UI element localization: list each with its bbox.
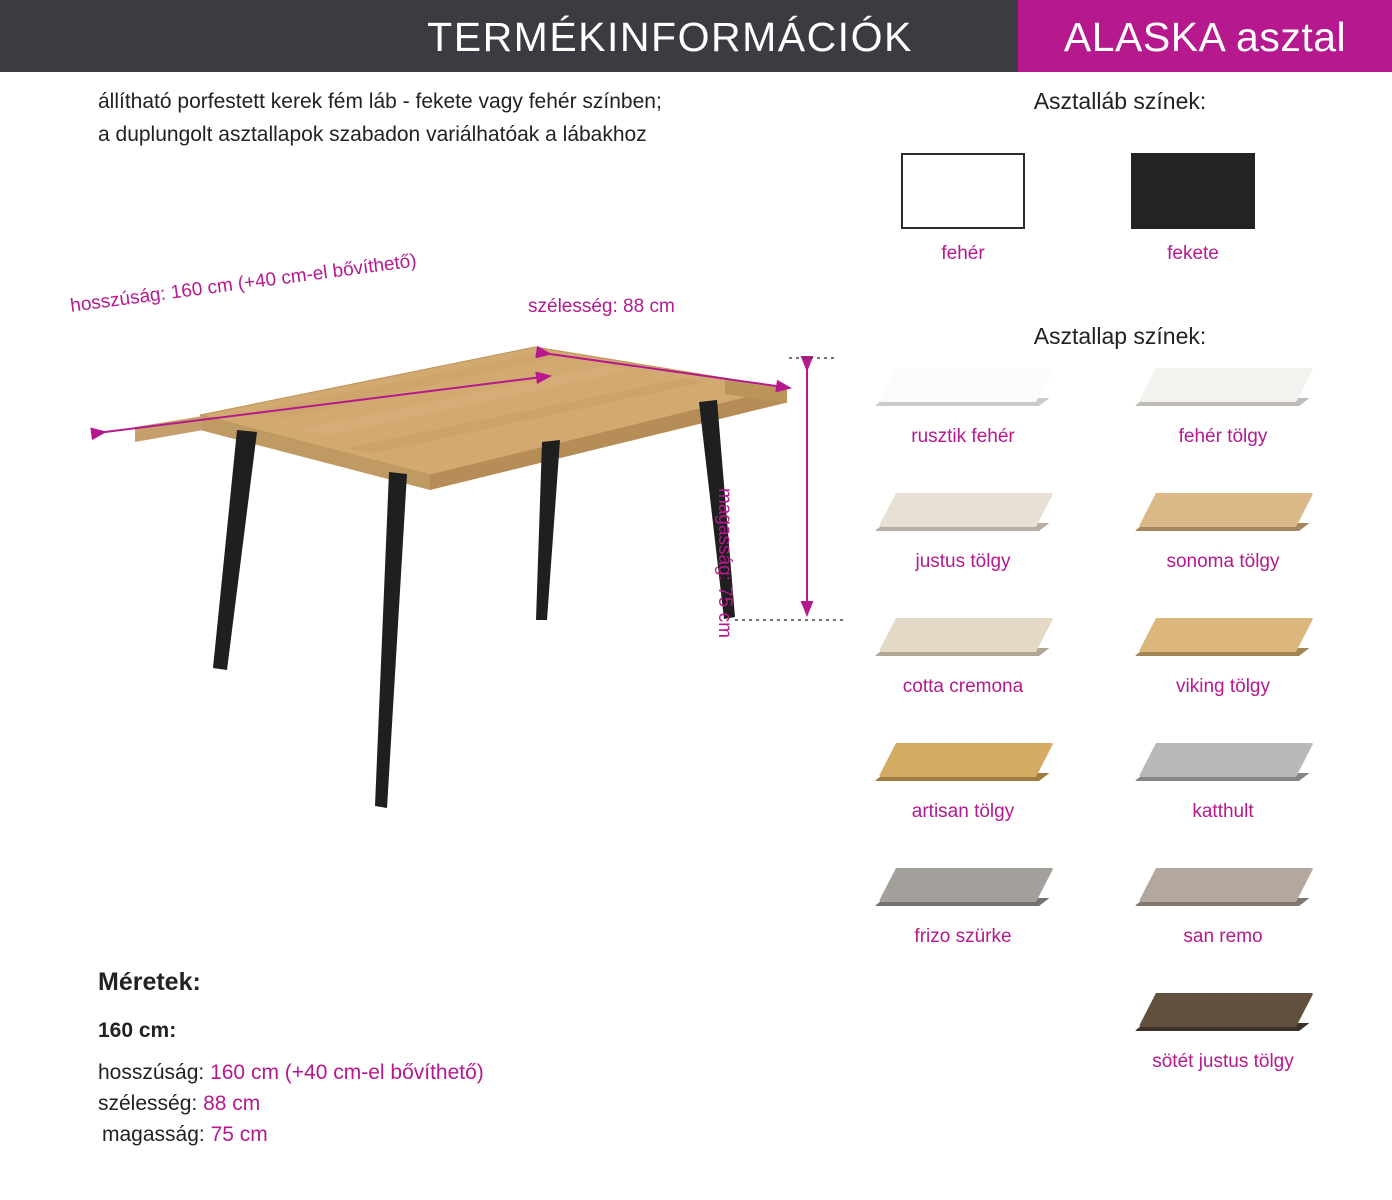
size-label: magasság: [102, 1123, 205, 1146]
intro-description [98, 85, 858, 151]
color-options-panel [848, 88, 1392, 1072]
width-dimension-label: szélesség: 88 cm [528, 296, 675, 317]
page-header [0, 0, 1392, 72]
board-swatch-sonoma-tolgy[interactable] [1131, 493, 1316, 541]
top-colors-heading: Asztallap színek: [1033, 323, 1207, 349]
top-color-option[interactable] [833, 868, 1093, 948]
leg-color-option-white[interactable] [848, 153, 1078, 265]
top-color-option[interactable] [1093, 493, 1353, 573]
table-leg-front-left [213, 430, 257, 670]
top-colors-grid [848, 368, 1392, 1072]
table-technical-drawing [45, 250, 845, 810]
top-color-label: san remo [1183, 926, 1263, 947]
top-color-label: viking tölgy [1176, 676, 1270, 697]
top-color-option[interactable] [833, 368, 1093, 448]
board-swatch-justus-tolgy[interactable] [871, 493, 1056, 541]
top-color-option[interactable] [833, 618, 1093, 698]
top-color-label: frizo szürke [914, 926, 1012, 947]
table-leg-front-center [375, 472, 407, 808]
top-color-option[interactable] [833, 743, 1093, 823]
top-color-label: sonoma tölgy [1166, 551, 1280, 572]
page-title: TERMÉKINFORMÁCIÓK [427, 14, 913, 60]
size-label: hosszúság: [98, 1061, 205, 1084]
size-value: 160 cm (+40 cm-el bővíthető) [210, 1061, 484, 1084]
top-color-option[interactable] [1093, 993, 1353, 1073]
board-swatch-feher-tolgy[interactable] [1131, 368, 1316, 416]
product-name: ALASKA asztal [1063, 14, 1347, 60]
sizes-variant: 160 cm: [98, 1019, 177, 1042]
leg-color-label: fehér [941, 243, 985, 264]
length-dimension-label: hosszúság: 160 cm (+40 cm-el bővíthető) [69, 250, 418, 317]
board-swatch-rusztik-feher[interactable] [871, 368, 1056, 416]
top-color-label: justus tölgy [915, 551, 1011, 572]
top-color-option[interactable] [1093, 868, 1353, 948]
size-row [98, 1057, 718, 1088]
top-color-label: artisan tölgy [911, 801, 1015, 822]
height-dimension-label: magasság: 75 cm [714, 488, 735, 638]
leg-color-label: fekete [1167, 243, 1219, 264]
board-swatch-katthult[interactable] [1131, 743, 1316, 791]
top-color-label: sötét justus tölgy [1152, 1051, 1294, 1072]
board-swatch-artisan-tolgy[interactable] [871, 743, 1056, 791]
top-color-option[interactable] [1093, 743, 1353, 823]
intro-line-1: állítható porfestett kerek fém láb - fekete vagy fehér színben; [98, 90, 662, 113]
sizes-section [98, 968, 718, 1150]
size-row [98, 1088, 718, 1119]
size-value: 88 cm [203, 1092, 261, 1115]
top-color-option[interactable] [1093, 368, 1353, 448]
table-leg-back-center [536, 440, 560, 620]
leg-swatch-white[interactable] [901, 153, 1025, 229]
board-swatch-cotta-cremona[interactable] [871, 618, 1056, 666]
size-value: 75 cm [210, 1123, 268, 1146]
top-color-label: fehér tölgy [1178, 426, 1268, 447]
size-label: szélesség: [98, 1092, 198, 1115]
top-color-label: katthult [1192, 801, 1254, 822]
top-color-label: rusztik fehér [911, 426, 1015, 447]
leg-colors-group [848, 115, 1392, 315]
board-swatch-viking-tolgy[interactable] [1131, 618, 1316, 666]
size-row [98, 1119, 718, 1150]
leg-color-option-black[interactable] [1078, 153, 1308, 265]
top-color-label: cotta cremona [902, 676, 1024, 697]
leg-colors-heading: Asztalláb színek: [1033, 88, 1207, 114]
leg-swatch-black[interactable] [1131, 153, 1255, 229]
sizes-title: Méretek: [98, 968, 201, 996]
board-swatch-san-remo[interactable] [1131, 868, 1316, 916]
top-color-option[interactable] [833, 493, 1093, 573]
board-swatch-frizo-szurke[interactable] [871, 868, 1056, 916]
intro-line-2: a duplungolt asztallapok szabadon variálhatóak a lábakhoz [98, 123, 647, 146]
board-swatch-sotet-justus-tolgy[interactable] [1131, 993, 1316, 1041]
top-color-option[interactable] [1093, 618, 1353, 698]
